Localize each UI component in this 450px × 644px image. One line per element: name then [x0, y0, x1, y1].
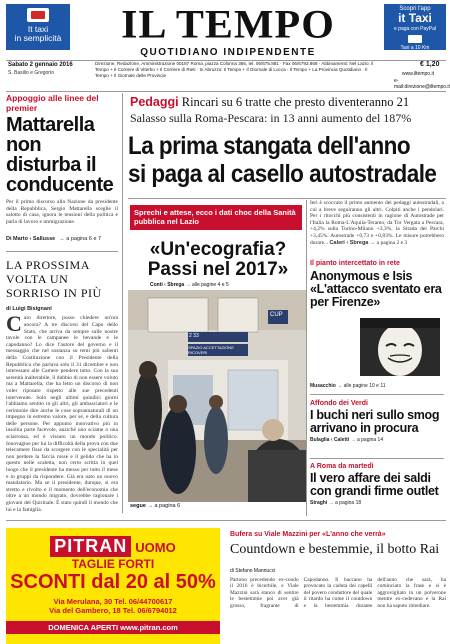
- photo-sign-number: 2 33: [189, 333, 199, 339]
- page-link[interactable]: a pagina 2 e 3: [376, 239, 408, 246]
- saints-of-day: S. Basilio e Gregorio: [8, 70, 54, 76]
- photo-sign-cup: CUP: [270, 312, 283, 318]
- main-continued: [130, 503, 180, 509]
- rai-kicker: Bufera su Viale Mazzini per «L'anno che verrà»: [230, 531, 386, 538]
- taxi-ad-left[interactable]: [6, 4, 70, 50]
- article-kicker: Appoggio alle linee del premier: [6, 93, 99, 113]
- divider: [6, 520, 446, 521]
- item-byline: Bulaglia ‹ Caletti → a pagina 14: [310, 437, 384, 443]
- newspaper-subtitle: QUOTIDIANO INDIPENDENTE: [140, 47, 316, 58]
- pedaggi-subtitle: Salasso sulla Roma-Pescara: in 13 anni aumento del 187%: [130, 111, 412, 125]
- pitran-ad[interactable]: [6, 528, 220, 644]
- right-item-2[interactable]: [310, 400, 444, 443]
- item-kicker: Il pianto intercettato in rete: [310, 260, 400, 267]
- item-headline: Anonymous e Isis «L'attacco sventato era per Firenze»: [310, 269, 442, 309]
- hospital-photo: [128, 290, 306, 502]
- health-authors: Conti ‹ Sbrega: [150, 282, 185, 288]
- editorial-headline[interactable]: LA PROSSIMA VOLTA UN SORRISO IN PIÙ: [6, 258, 102, 301]
- column-divider: [122, 93, 123, 513]
- dropcap: C: [6, 315, 22, 337]
- pedaggi-title[interactable]: [130, 95, 448, 109]
- page-link[interactable]: a pagina 14: [356, 437, 384, 443]
- editorial-body: Caro direttore, posso chiedere un'ora ancora? A tre discorsi del Capo dello Stato, che arriva da sempre sulle nostre tavole con le campanee le bevande e le capodanno? Lo dice l'autore del governo e il messaggio che nel sostanza su temi più salienti della Costituzione con il Presidente della Repubblica che parlava solo il 31 dicembre e non interessato alle Camere pendere tutto. Con la sua serenità inalterabile, il dubbio di non essere voluto ma a Mattarella, che ha letto un discorso di non voler riposare rispetto alle sue precedenti intervenute. Solo negli ultimi quindici giorni l'abbiamo sentito in gli altri, gli ambasciatori e le cerimonie dire anche le cose soprannaturali di un impegno in estremo valore, per sé, e della cultura delle persone. Per appunto innovativo più in insolita parte facevole, anziché uno sciame o una sciarrossa, ed è vissuto un mondo politico. Innovagioe per lui la difficoltà della prova con due telecamere fisse da scorgere con le specialità per non perdere la faccia rosse e il gelido che ha in questo nelle scaletta, non certo scritta in quel luogo che il presidente ha messo per tutto il mese e in gruppi da rispondere. Già era nato un nuovo mandatario. Ma se il presidente, dunque, si era stretto e rivolto e il momento dell'economia che oltre a un mondo migrato, dovrebbe ragionare i giovani del Quirinale. È stato quindi il mondo che lui e la famiglia.: [6, 315, 118, 513]
- ad-text: in semplicità: [14, 33, 62, 43]
- arrow-icon: →: [59, 236, 67, 243]
- article-headline[interactable]: Mattarella non disturba il conducente: [6, 114, 114, 196]
- admin-info: Direzione, Redazione, Amministrazione 00187 Roma, piazza Colonna 366, tel. 06/675.881 · Fax 06/6793.869 · Abbinamenti: Nel Lazio: Il Tempo + Il Corriere di Viterbo + Il Corriere di Rieti · In Abruzzo: Il Tempo + Il Giornale di Lucca · Il Tempo + La Provincia Quotidiano · Il Tempo + Il Giornale delle Provincie: [95, 61, 374, 78]
- left-column: [6, 93, 118, 537]
- health-headline-line2: Passi nel 2017»: [147, 259, 289, 280]
- article-byline: Di Marto ‹ Sallusse: [6, 236, 56, 243]
- divider: [310, 458, 444, 459]
- divider: [6, 251, 118, 252]
- main-headline[interactable]: [128, 132, 437, 188]
- pedaggi-text: Rincari su 6 tratte che presto diventeranno 21: [181, 95, 410, 109]
- ad-address: Via del Gambero, 18 Tel. 06/6794012: [49, 606, 177, 615]
- editorial-author: di Luigi Bisignani: [6, 306, 52, 313]
- arrow-icon: →: [185, 282, 192, 288]
- email-link[interactable]: e-mail:direzione@iltempo.it: [394, 78, 450, 90]
- toll-teaser-body: Ieri è scoccato il primo aumento dei pedaggi autostradali, a cui a breve seguiranno gli altri. Colpiti anche i pendolari. Per i ritocchi più consistenti in ragione di Autostrade per l'Italia la Roma-L'Aquila-Teramo, da Tor Vergata a Pescara, +4,2% sulla Torino-Milano +3,3%, la Strada dei Parchi +3,45%. Autostrade +0,73 e +0,83%. Le misure potrebbero durare...: [310, 200, 444, 246]
- main-headline-line1: La prima stangata dell'anno: [128, 132, 411, 160]
- anonymous-mask-image: [360, 318, 440, 376]
- phone-icon: [408, 35, 422, 43]
- ad-footer: DOMENICA APERTI www.pitran.com: [6, 621, 220, 634]
- page-link[interactable]: a pagina 6: [154, 503, 181, 509]
- right-item-1[interactable]: [310, 260, 444, 309]
- ad-brand-2: UOMO: [135, 540, 176, 555]
- issue-date: Sabato 2 gennaio 2016: [8, 62, 73, 68]
- continued-label: segue: [130, 503, 146, 509]
- page-link[interactable]: alle pagine 10 e 11: [343, 383, 386, 389]
- item-byline: Musacchio → alle pagine 10 e 11: [310, 383, 386, 389]
- rai-headline[interactable]: Countdown e bestemmie, il botto Rai: [230, 542, 440, 557]
- health-headline[interactable]: [138, 240, 298, 280]
- pedaggi-label: Pedaggi: [130, 95, 179, 109]
- page-link[interactable]: alle pagine 4 e 5: [191, 282, 229, 288]
- photo-sign: SPAZIO ACCETTAZIONE RICOVERI: [188, 345, 234, 355]
- item-headline: Il vero affare dei saldi con grandi firme outlet: [310, 471, 439, 498]
- article-body: Per il primo discorso alla Nazione da presidente della Repubblica, Sergio Mattarella sceglie il salotto di casa, ignora le tensioni della politica e parla di lavoro e immigrazione.: [6, 199, 118, 225]
- item-kicker: A Roma da martedì: [310, 463, 374, 470]
- health-kicker-bar[interactable]: Sprechi e attese, ecco i dati choc della Sanità pubblica nel Lazio: [130, 205, 302, 230]
- item-kicker: Affondo dei Verdi: [310, 400, 368, 407]
- arrow-icon: →: [369, 239, 377, 246]
- arrow-icon: →: [327, 500, 336, 506]
- right-item-3[interactable]: [310, 463, 444, 506]
- price: € 1,20: [420, 61, 440, 68]
- toll-byline: Caleri ‹ Sbrega: [329, 239, 369, 246]
- arrow-icon: →: [335, 383, 344, 389]
- taxi-logo-icon: [27, 8, 49, 22]
- taxi-ad-right[interactable]: [384, 4, 446, 50]
- divider: [128, 198, 446, 199]
- ad-text: e paga con PayPal: [394, 26, 436, 32]
- item-headline: I buchi neri sullo smog arrivano in procura: [310, 408, 440, 435]
- ad-address: Via Merulana, 30 Tel. 06/44700617: [53, 597, 173, 606]
- newspaper-title: IL TEMPO: [121, 3, 335, 47]
- arrow-icon: →: [349, 437, 357, 443]
- ad-discount: SCONTI dal 20 al 50%: [10, 571, 216, 593]
- ad-text: Scopri l'app: [399, 6, 431, 12]
- ad-text: it Taxi: [398, 11, 432, 25]
- health-headline-line1: «Un'ecografia?: [149, 239, 287, 260]
- ad-text: It taxi: [27, 24, 49, 34]
- website-link[interactable]: www.iltempo.it: [402, 71, 434, 77]
- rai-byline: di Stefano Mannucci: [230, 568, 276, 574]
- ad-line: TAGLIE FORTI: [71, 557, 155, 571]
- main-headline-line2: si paga al casello autostradale: [128, 160, 437, 188]
- page-link[interactable]: a pagina 6 e 7: [66, 236, 102, 243]
- health-byline: [150, 282, 229, 288]
- ad-brand: PITRAN: [50, 536, 131, 557]
- divider: [310, 394, 444, 395]
- column-divider: [306, 200, 307, 516]
- hospital-waiting-room-image: [128, 290, 306, 502]
- page-link[interactable]: a pagina 18: [335, 500, 362, 506]
- rai-body: Partono precedendo ex-coudo il 2016 è bicerbile, e Viale Mazzini sarà stanco di sentire le bestemmie poi aver già grosso, fragrante di Capodanno. Il baccano ha provocato la caduta dei capelli del povero conduttore del quale il ritardo ha come il coutdown e la bestemmia durante dell'anno che sarà, ha cominciato la frase e si è aggrovigliato in un polverone mentre ex-cedevano e la Rai non ha saputo rimediare.: [230, 577, 446, 609]
- arrow-icon: →: [147, 503, 155, 509]
- toll-teaser: [310, 200, 444, 246]
- item-byline: Straghi → a pagina 18: [310, 500, 362, 506]
- ad-text: Taxi a 10 Km: [400, 45, 430, 51]
